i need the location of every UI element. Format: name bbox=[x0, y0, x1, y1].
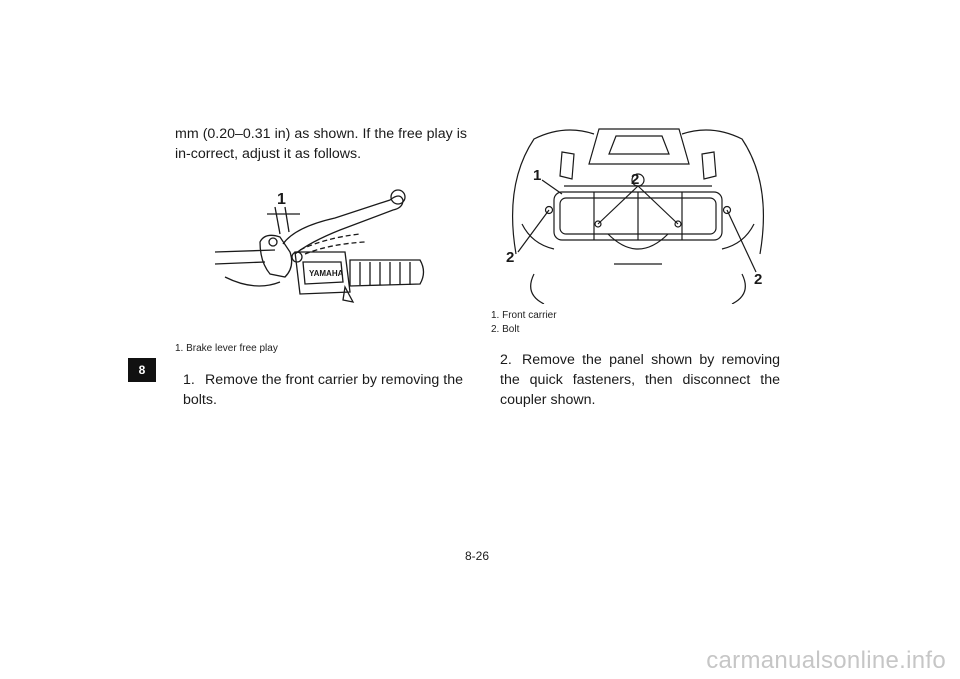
caption-bolt: 2. Bolt bbox=[491, 324, 520, 335]
watermark: carmanualsonline.info bbox=[706, 647, 946, 674]
callout-free-play: 1 bbox=[277, 191, 286, 208]
chapter-tab: 8 bbox=[128, 358, 156, 382]
callout-bolt-top: 2 bbox=[631, 171, 640, 188]
callout-bolt-right: 2 bbox=[754, 271, 763, 288]
intro-paragraph: mm (0.20–0.31 in) as shown. If the free play is in-correct, adjust it as follows. bbox=[175, 126, 467, 162]
step-2-text: Remove the panel shown by removing the quick fasteners, then disconnect the coupler shown. bbox=[500, 352, 780, 408]
caption-brake-lever: 1. Brake lever free play bbox=[175, 343, 278, 354]
step-1-number: 1. bbox=[183, 372, 195, 388]
step-2 bbox=[500, 350, 780, 410]
brake-lever-illustration bbox=[205, 182, 435, 307]
front-carrier-illustration bbox=[504, 124, 772, 304]
step-1 bbox=[183, 370, 463, 410]
callout-bolt-left: 2 bbox=[506, 249, 515, 266]
yamaha-label: YAMAHA bbox=[309, 269, 344, 278]
caption-front-carrier: 1. Front carrier bbox=[491, 310, 557, 321]
caption-list-carrier bbox=[491, 309, 557, 337]
callout-front-carrier: 1 bbox=[533, 167, 542, 184]
page-number: 8-26 bbox=[465, 549, 490, 563]
step-2-number: 2. bbox=[500, 352, 512, 368]
step-1-text: Remove the front carrier by removing the bolts. bbox=[183, 372, 463, 408]
